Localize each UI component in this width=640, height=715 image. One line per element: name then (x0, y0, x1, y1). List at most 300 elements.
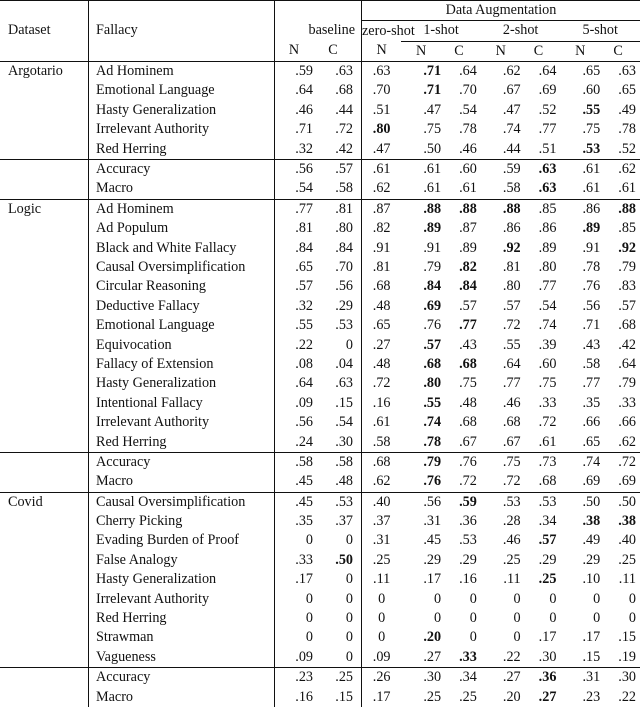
baseline-n-value: 0 (275, 609, 314, 628)
dataset-cell-empty (0, 374, 89, 393)
metric-name: Accuracy (89, 452, 275, 472)
dataset-header: Dataset (8, 22, 51, 39)
fallacy-name: Hasty Generalization (89, 101, 275, 120)
dataset-cell-empty (0, 413, 89, 432)
one-shot-c-value: .72 (459, 473, 477, 490)
one-shot-n-value: .71 (423, 82, 442, 99)
two-shot-c-value: .27 (538, 688, 557, 705)
zero-shot-n-value: 0 (362, 590, 402, 609)
five-shot-n-value: .50 (560, 492, 600, 512)
table-row (0, 355, 640, 374)
five-shot-c-value: .85 (618, 220, 636, 237)
two-shot-c-value: .74 (538, 317, 557, 334)
two-shot-c-value: .29 (538, 551, 557, 568)
five-shot-c-value: .50 (600, 492, 640, 512)
dataset-cell-empty (0, 452, 89, 472)
one-shot-n-value: .17 (423, 571, 442, 588)
one-shot-c-value: .61 (459, 180, 477, 197)
baseline-c-value: 0 (345, 532, 353, 549)
two-shot-c-value: .72 (538, 414, 557, 431)
one-shot-c-value: .34 (441, 668, 481, 688)
five-shot-n-value: .10 (582, 571, 601, 588)
one-shot-n-value: .57 (423, 336, 442, 353)
five-shot-c-value: .49 (618, 101, 636, 118)
one-shot-n-value: .61 (423, 180, 442, 197)
five-shot-n-value: .91 (582, 239, 601, 256)
fallacy-name: Irrelevant Authority (89, 590, 275, 609)
five-shot-header: 5-shot (560, 21, 640, 41)
five-shot-c-value: .42 (618, 336, 636, 353)
one-shot-c-value: .84 (459, 278, 477, 295)
table-row (0, 81, 640, 100)
two-shot-n-value: .46 (502, 532, 521, 549)
summary-row (0, 472, 640, 492)
table-row (0, 335, 640, 354)
zero-shot-n-value: .62 (362, 179, 402, 199)
five-shot-n-value: .86 (560, 199, 600, 219)
baseline-c-value: .63 (335, 375, 353, 392)
five-shot-c-value: .57 (618, 297, 636, 314)
one-shot-c-value: .67 (459, 433, 477, 450)
zero-shot-header: zero-shot (362, 21, 402, 41)
baseline-n-value: .77 (275, 199, 314, 219)
baseline-c-value: .53 (313, 492, 362, 512)
one-shot-c-value: .16 (459, 571, 477, 588)
table-row (0, 101, 640, 120)
table-row (0, 258, 640, 277)
two-shot-n-value: .44 (502, 140, 521, 157)
baseline-n-value: .08 (275, 355, 314, 374)
baseline-n-value: .09 (275, 394, 314, 413)
baseline-n-value: .23 (275, 668, 314, 688)
one-shot-n-value: .91 (423, 239, 442, 256)
fallacy-name: Strawman (89, 628, 275, 647)
one-shot-c-value: .68 (459, 355, 477, 372)
table-row (0, 492, 640, 512)
one-shot-c-value: .88 (441, 199, 481, 219)
summary-row (0, 179, 640, 199)
one-shot-c-value: .53 (459, 532, 477, 549)
fallacy-name: Ad Hominem (89, 199, 275, 219)
two-shot-c-value: .75 (538, 375, 557, 392)
baseline-c-value: .68 (335, 82, 353, 99)
dataset-name: Covid (0, 492, 89, 512)
header-row-1 (0, 1, 640, 21)
two-shot-n-value: .53 (481, 492, 521, 512)
one-shot-c-value: .64 (441, 61, 481, 81)
two-shot-c-value: .33 (538, 394, 557, 411)
baseline-c-value: .84 (335, 239, 353, 256)
one-shot-c-value: .76 (441, 452, 481, 472)
two-shot-n-value: .11 (503, 571, 521, 588)
dataset-cell-empty (0, 668, 89, 688)
dataset-cell-empty (0, 590, 89, 609)
two-shot-n-value: .74 (502, 121, 521, 138)
one-shot-n-value: .88 (401, 199, 441, 219)
fallacy-name: Red Herring (89, 140, 275, 160)
fallacy-name: Irrelevant Authority (89, 120, 275, 139)
two-shot-c-value: .69 (538, 82, 557, 99)
baseline-n-value: .56 (275, 413, 314, 432)
five-shot-n-value: 0 (593, 590, 601, 607)
baseline-c-value: .29 (335, 297, 353, 314)
five-shot-n-value: 0 (593, 610, 601, 627)
dataset-cell-empty (0, 394, 89, 413)
zero-shot-n-value: .58 (362, 432, 402, 452)
two-shot-c-value: .73 (521, 452, 561, 472)
five-shot-c-value: .72 (600, 452, 640, 472)
five-shot-c-value: .62 (600, 159, 640, 179)
five-shot-n-value: .65 (560, 61, 600, 81)
table-row (0, 199, 640, 219)
two-shot-n-value: .75 (481, 452, 521, 472)
baseline-n-header: N (275, 41, 314, 61)
two-shot-c-value: .39 (538, 336, 557, 353)
five-shot-c-value: .65 (618, 82, 636, 99)
two-shot-c-header: C (521, 41, 561, 61)
five-shot-c-value: .88 (600, 199, 640, 219)
two-shot-n-value: .59 (481, 159, 521, 179)
two-shot-c-value: .85 (521, 199, 561, 219)
zero-shot-n-value: .61 (362, 159, 402, 179)
two-shot-n-value: .64 (502, 355, 521, 372)
zero-shot-n-value: 0 (362, 628, 402, 647)
two-shot-c-value: .63 (538, 180, 557, 197)
one-shot-c-value: .48 (459, 394, 477, 411)
five-shot-c-value: .25 (618, 551, 636, 568)
five-shot-n-value: .17 (582, 629, 601, 646)
one-shot-n-value: .68 (423, 355, 442, 372)
zero-shot-n-value: .70 (362, 81, 402, 100)
baseline-c-value: .57 (313, 159, 362, 179)
zero-shot-n-value: .09 (362, 648, 402, 668)
two-shot-n-value: .67 (502, 433, 521, 450)
two-shot-c-value: .63 (521, 159, 561, 179)
baseline-c-value: .48 (335, 473, 353, 490)
five-shot-n-value: .69 (582, 473, 601, 490)
baseline-c-header: C (313, 41, 362, 61)
one-shot-n-value: .29 (423, 551, 442, 568)
baseline-c-value: .70 (335, 258, 353, 275)
five-shot-n-value: .75 (582, 121, 601, 138)
one-shot-c-value: .36 (459, 513, 477, 530)
two-shot-n-value: .22 (502, 648, 521, 665)
dataset-cell-empty (0, 140, 89, 160)
zero-shot-n-value: .25 (362, 551, 402, 570)
five-shot-n-value: .23 (582, 688, 601, 705)
fallacy-name: Evading Burden of Proof (89, 531, 275, 550)
baseline-c-value: .58 (335, 180, 353, 197)
two-shot-c-value: .52 (538, 101, 557, 118)
zero-shot-n-value: .62 (362, 472, 402, 492)
baseline-n-value: .58 (275, 452, 314, 472)
five-shot-n-value: .53 (582, 140, 601, 157)
fallacy-name: Cherry Picking (89, 512, 275, 531)
five-shot-n-value: .38 (582, 513, 601, 530)
baseline-n-value: .35 (275, 512, 314, 531)
one-shot-c-value: .33 (459, 648, 477, 665)
two-shot-n-value: .67 (502, 82, 521, 99)
two-shot-c-value: .64 (521, 61, 561, 81)
zero-shot-n-value: .72 (362, 374, 402, 393)
one-shot-n-value: .56 (401, 492, 441, 512)
fallacy-name: Vagueness (89, 648, 275, 668)
dataset-cell-empty (0, 472, 89, 492)
two-shot-n-value: .25 (502, 551, 521, 568)
two-shot-c-value: .17 (538, 629, 557, 646)
two-shot-c-value: .51 (538, 140, 557, 157)
five-shot-c-value: .79 (618, 375, 636, 392)
table-row (0, 413, 640, 432)
two-shot-n-value: .28 (502, 513, 521, 530)
fallacy-name: Causal Oversimplification (89, 492, 275, 512)
five-shot-c-value: .78 (618, 121, 636, 138)
one-shot-c-value: .25 (459, 688, 477, 705)
five-shot-n-value: .77 (582, 375, 601, 392)
one-shot-n-value: 0 (433, 610, 442, 627)
five-shot-n-value: .55 (582, 101, 601, 118)
one-shot-c-value: .89 (459, 239, 477, 256)
two-shot-c-value: .54 (538, 297, 557, 314)
table-row (0, 628, 640, 647)
five-shot-n-value: .60 (582, 82, 601, 99)
one-shot-n-value: .89 (423, 220, 442, 237)
five-shot-c-value: .83 (618, 278, 636, 295)
baseline-c-value: .72 (335, 121, 353, 138)
baseline-c-value: .56 (335, 278, 353, 295)
fallacy-name: Ad Hominem (89, 61, 275, 81)
five-shot-n-value: .15 (582, 648, 601, 665)
five-shot-n-value: .35 (582, 394, 601, 411)
zero-shot-n-value: .31 (362, 531, 402, 550)
baseline-n-value: .16 (275, 687, 314, 706)
one-shot-n-value: .30 (401, 668, 441, 688)
baseline-n-value: 0 (275, 628, 314, 647)
one-shot-n-value: .76 (423, 317, 442, 334)
two-shot-n-value: .88 (481, 199, 521, 219)
fallacy-name: Deductive Fallacy (89, 297, 275, 316)
zero-shot-n-value: .17 (362, 687, 402, 706)
one-shot-n-value: .79 (401, 452, 441, 472)
fallacy-name: Ad Populum (89, 219, 275, 238)
one-shot-n-value: .80 (423, 375, 442, 392)
baseline-n-value: .71 (275, 120, 314, 139)
one-shot-c-value: .70 (459, 82, 477, 99)
dataset-cell-empty (0, 531, 89, 550)
one-shot-n-value: .76 (423, 473, 442, 490)
one-shot-c-header: C (441, 41, 481, 61)
one-shot-n-value: .75 (423, 121, 442, 138)
dataset-cell-empty (0, 687, 89, 706)
table-row (0, 140, 640, 160)
two-shot-n-value: 0 (513, 629, 521, 646)
five-shot-c-value: .69 (618, 473, 636, 490)
five-shot-c-value: .15 (618, 629, 636, 646)
fallacy-name: Emotional Language (89, 316, 275, 335)
baseline-c-value: .37 (335, 513, 353, 530)
baseline-n-value: .57 (275, 277, 314, 296)
baseline-c-value: .54 (335, 414, 353, 431)
baseline-n-value: .45 (275, 492, 314, 512)
baseline-c-value: .42 (335, 140, 353, 157)
dataset-cell-empty (0, 648, 89, 668)
baseline-n-value: .64 (275, 81, 314, 100)
table-row (0, 432, 640, 452)
one-shot-c-value: .68 (459, 414, 477, 431)
two-shot-n-value: .68 (502, 414, 521, 431)
baseline-c-value: .30 (335, 433, 353, 450)
five-shot-c-value: .22 (618, 688, 636, 705)
five-shot-n-value: .49 (582, 532, 601, 549)
two-shot-c-value: 0 (549, 590, 557, 607)
baseline-c-value: .58 (313, 452, 362, 472)
table-row (0, 297, 640, 316)
dataset-cell-empty (0, 316, 89, 335)
one-shot-n-value: .84 (423, 278, 442, 295)
fallacy-name: Circular Reasoning (89, 277, 275, 296)
baseline-c-value: 0 (345, 610, 353, 627)
two-shot-c-value: .57 (538, 532, 557, 549)
metric-name: Macro (89, 687, 275, 706)
dataset-cell-empty (0, 277, 89, 296)
zero-shot-n-value: 0 (362, 609, 402, 628)
table-row (0, 512, 640, 531)
two-shot-n-value: .80 (502, 278, 521, 295)
baseline-c-value: .15 (335, 688, 353, 705)
one-shot-n-value: .69 (423, 297, 442, 314)
baseline-n-value: .33 (275, 551, 314, 570)
baseline-n-value: .24 (275, 432, 314, 452)
table-row (0, 374, 640, 393)
five-shot-c-value: .40 (618, 532, 636, 549)
summary-row (0, 668, 640, 688)
fallacy-name: Fallacy of Extension (89, 355, 275, 374)
one-shot-n-value: .31 (423, 513, 442, 530)
header-row-3 (0, 41, 640, 61)
two-shot-header: 2-shot (481, 21, 561, 41)
five-shot-n-value: .56 (582, 297, 601, 314)
table-row (0, 570, 640, 589)
baseline-c-value: 0 (345, 648, 353, 665)
zero-shot-n-value: .68 (362, 277, 402, 296)
dataset-cell-empty (0, 432, 89, 452)
two-shot-n-value: .72 (502, 317, 521, 334)
fallacy-name: Equivocation (89, 335, 275, 354)
baseline-c-value: .15 (335, 394, 353, 411)
baseline-n-value: 0 (275, 590, 314, 609)
two-shot-n-value: .86 (502, 220, 521, 237)
two-shot-c-value: .86 (538, 220, 557, 237)
two-shot-n-value: .55 (502, 336, 521, 353)
five-shot-n-value: .74 (560, 452, 600, 472)
two-shot-n-value: .27 (481, 668, 521, 688)
dataset-cell-empty (0, 335, 89, 354)
baseline-c-value: .44 (335, 101, 353, 118)
dataset-name: Logic (0, 199, 89, 219)
five-shot-c-value: .62 (618, 433, 636, 450)
baseline-c-value: .80 (335, 220, 353, 237)
two-shot-n-value: .77 (502, 375, 521, 392)
baseline-c-value: 0 (345, 571, 353, 588)
baseline-n-value: .59 (275, 61, 314, 81)
two-shot-n-header: N (481, 41, 521, 61)
baseline-n-value: .84 (275, 239, 314, 258)
two-shot-n-value: 0 (513, 610, 521, 627)
two-shot-c-value: .25 (538, 571, 557, 588)
table-row (0, 609, 640, 628)
table-row (0, 531, 640, 550)
zero-shot-n-value: .61 (362, 413, 402, 432)
baseline-n-value: .17 (275, 570, 314, 589)
baseline-c-value: .81 (313, 199, 362, 219)
five-shot-c-value: .11 (618, 571, 636, 588)
one-shot-n-value: .79 (423, 258, 442, 275)
five-shot-c-value: .63 (600, 61, 640, 81)
baseline-n-value: .46 (275, 101, 314, 120)
dataset-cell-empty (0, 297, 89, 316)
dataset-cell-empty (0, 258, 89, 277)
baseline-header: baseline (275, 21, 362, 41)
dataset-cell-empty (0, 81, 89, 100)
zero-shot-n-value: .51 (362, 101, 402, 120)
one-shot-n-header: N (401, 41, 441, 61)
five-shot-n-value: .66 (582, 414, 601, 431)
zero-shot-n-header: N (362, 41, 402, 61)
five-shot-c-value: .66 (618, 414, 636, 431)
dataset-cell-empty (0, 512, 89, 531)
five-shot-c-value: 0 (628, 610, 636, 627)
baseline-n-value: .81 (275, 219, 314, 238)
one-shot-c-value: .54 (459, 101, 477, 118)
baseline-c-value: .25 (313, 668, 362, 688)
one-shot-header: 1-shot (401, 21, 481, 41)
two-shot-n-value: .47 (502, 101, 521, 118)
zero-shot-n-value: .82 (362, 219, 402, 238)
two-shot-c-value: .80 (538, 258, 557, 275)
five-shot-c-value: .64 (618, 355, 636, 372)
two-shot-c-value: .77 (538, 278, 557, 295)
five-shot-n-value: .76 (582, 278, 601, 295)
two-shot-c-value: .68 (538, 473, 557, 490)
fallacy-name: False Analogy (89, 551, 275, 570)
zero-shot-n-value: .27 (362, 335, 402, 354)
one-shot-n-value: .25 (423, 688, 442, 705)
five-shot-c-value: .52 (618, 140, 636, 157)
table-row (0, 590, 640, 609)
five-shot-c-value: 0 (628, 590, 636, 607)
metric-name: Macro (89, 179, 275, 199)
two-shot-c-value: .30 (538, 648, 557, 665)
one-shot-n-value: .61 (401, 159, 441, 179)
data-augmentation-header: Data Augmentation (362, 1, 640, 21)
zero-shot-n-value: .48 (362, 355, 402, 374)
five-shot-n-value: .89 (582, 220, 601, 237)
baseline-c-value: .04 (335, 355, 353, 372)
two-shot-c-value: 0 (549, 610, 557, 627)
two-shot-n-value: .81 (502, 258, 521, 275)
summary-row (0, 452, 640, 472)
table-row (0, 551, 640, 570)
fallacy-name: Hasty Generalization (89, 374, 275, 393)
dataset-cell-empty (0, 179, 89, 199)
one-shot-c-value: 0 (469, 629, 477, 646)
five-shot-n-value: .61 (560, 159, 600, 179)
five-shot-n-value: .43 (582, 336, 601, 353)
baseline-c-value: .50 (335, 551, 353, 568)
five-shot-c-value: .68 (618, 317, 636, 334)
dataset-cell-empty (0, 159, 89, 179)
fallacy-name: Causal Oversimplification (89, 258, 275, 277)
